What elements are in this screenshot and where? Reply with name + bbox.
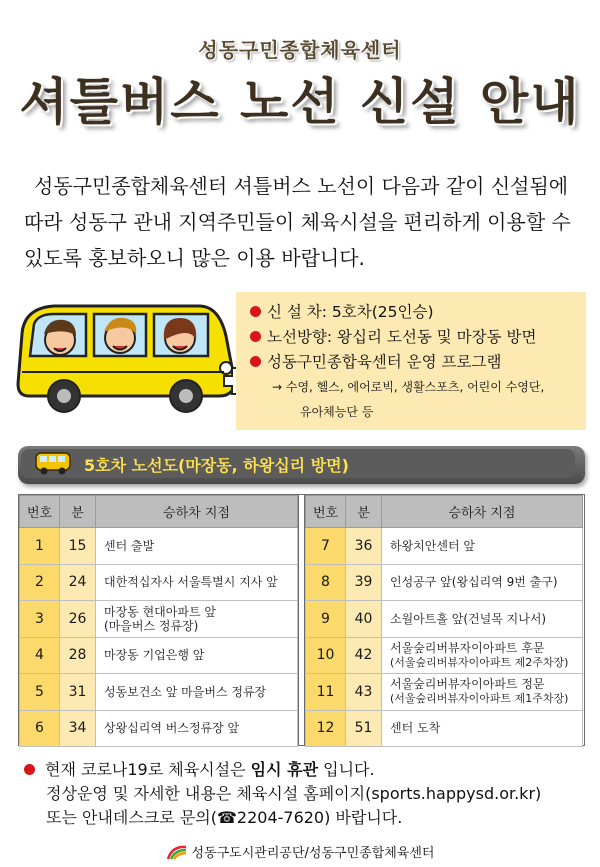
footer-text: 성동구도시관리공단/성동구민종합체육센터 bbox=[191, 846, 435, 861]
info-program-list-cont: 유아체능단 등 bbox=[300, 405, 374, 419]
route-title: 5호차 노선도(마장동, 하왕십리 방면) bbox=[84, 456, 349, 475]
col-header-stop: 승하차 지점 bbox=[382, 496, 583, 528]
notice-closure: 임시 휴관 bbox=[250, 760, 319, 779]
table-row: 4 28 마장동 기업은행 앞 bbox=[20, 637, 298, 674]
col-header-min: 분 bbox=[346, 496, 382, 528]
table-row: 7 36 하왕치안센터 앞 bbox=[306, 528, 583, 565]
col-header-no: 번호 bbox=[306, 496, 346, 528]
table-row: 1 15 센터 출발 bbox=[20, 528, 298, 565]
table-row: 9 40 소월아트홀 앞(건널목 지나서) bbox=[306, 601, 583, 638]
info-direction: 노선방향: 왕십리 도선동 및 마장동 방면 bbox=[250, 325, 576, 350]
notice-line-1: 현재 코로나19로 체육시설은 임시 휴관 입니다. bbox=[24, 758, 584, 782]
table-row: 2 24 대한적십자사 서울특별시 지사 앞 bbox=[20, 564, 298, 601]
table-row: 5 31 성동보건소 앞 마을버스 정류장 bbox=[20, 674, 298, 711]
info-program: 성동구민종합육센터 운영 프로그램 bbox=[250, 350, 576, 375]
table-row: 10 42 서울숲리버뷰자이아파트 후문 (서울숲리버뷰자이아파트 제2주차장) bbox=[306, 637, 583, 674]
col-header-no: 번호 bbox=[20, 496, 60, 528]
col-header-min: 분 bbox=[60, 496, 96, 528]
notice-line-2: 정상운영 및 자세한 내용은 체육시설 홈페이지(sports.happysd.or.kr) bbox=[46, 784, 542, 803]
table-row: 3 26 마장동 현대아파트 앞 (마을버스 정류장) bbox=[20, 601, 298, 638]
table-row: 6 34 상왕십리역 버스정류장 앞 bbox=[20, 710, 298, 747]
red-dot-icon bbox=[250, 331, 261, 342]
table-row: 12 51 센터 도착 bbox=[306, 710, 583, 747]
footer bbox=[0, 842, 600, 861]
notice-line-3: 또는 안내데스크로 문의(☎2204-7620) 바랍니다. bbox=[46, 808, 403, 827]
red-dot-icon bbox=[24, 764, 35, 775]
intro-paragraph: 성동구민종합체육센터 셔틀버스 노선이 다음과 같이 신설됨에 따라 성동구 관내 지역주민들이 체육시설을 편리하게 이용할 수 있도록 홍보하오니 많은 이용 바랍니다. bbox=[24, 174, 571, 270]
table-divider bbox=[298, 495, 305, 745]
route-table-right bbox=[305, 495, 583, 745]
rainbow-logo-icon bbox=[166, 844, 188, 860]
table-row: 11 43 서울숲리버뷰자이아파트 정문 (서울숲리버뷰자이아파트 제1주차장) bbox=[306, 674, 583, 711]
red-dot-icon bbox=[250, 306, 261, 317]
route-table-left bbox=[19, 495, 298, 745]
info-box bbox=[236, 292, 586, 430]
table-row: 8 39 인성공구 앞(왕십리역 9번 출구) bbox=[306, 564, 583, 601]
intro-text bbox=[24, 168, 584, 276]
col-header-stop: 승하차 지점 bbox=[96, 496, 298, 528]
info-vehicle: 신 설 차: 5호차(25인승) bbox=[250, 300, 576, 325]
info-program-list: → 수영, 헬스, 에어로빅, 생활스포츠, 어린이 수영단, bbox=[272, 380, 545, 394]
bus-icon bbox=[34, 450, 74, 476]
bus-with-children-illustration bbox=[14, 296, 249, 421]
org-title: 성동구민종합체육센터 bbox=[198, 38, 402, 62]
route-table bbox=[18, 494, 585, 746]
red-dot-icon bbox=[250, 356, 261, 367]
page-title: 셔틀버스 노선 신설 안내 bbox=[19, 73, 581, 131]
notice bbox=[24, 758, 584, 830]
